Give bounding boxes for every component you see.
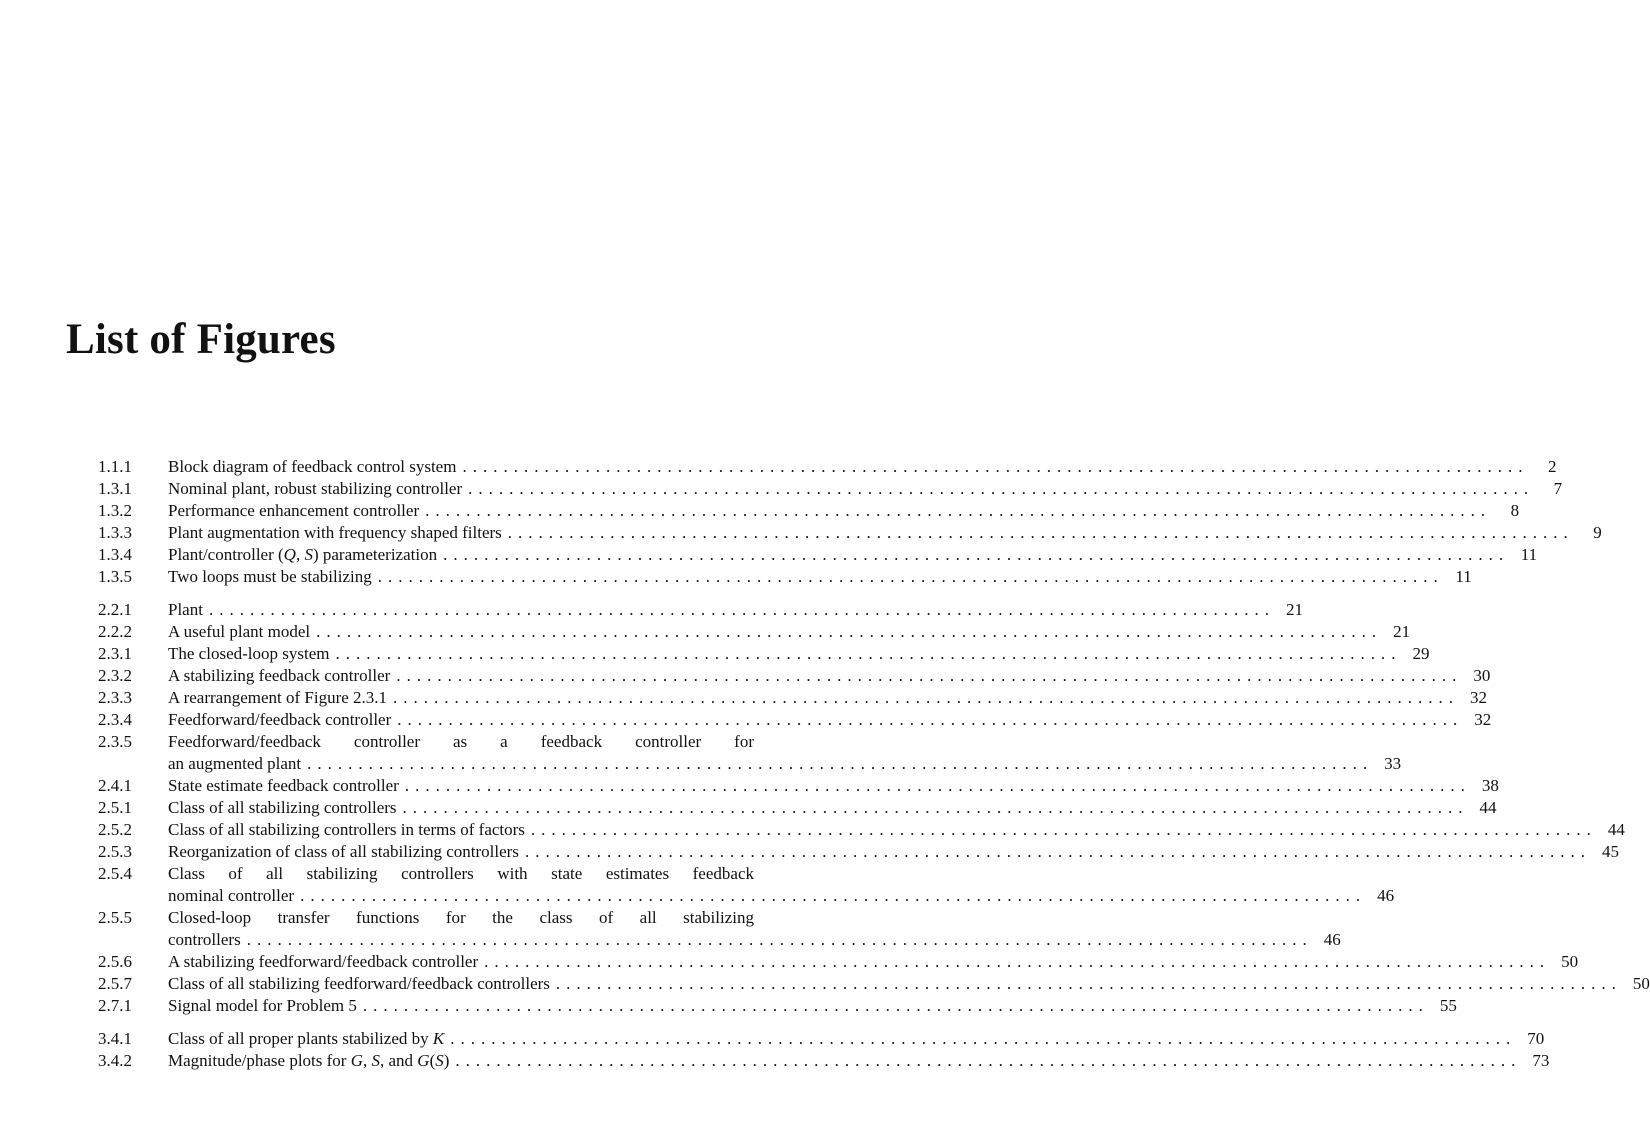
- figure-entry[interactable]: [98, 621, 1411, 643]
- figure-number: 1.3.2: [98, 501, 132, 520]
- figure-caption: A stabilizing feedforward/feedback controller: [168, 952, 479, 971]
- page-number: 11: [1520, 545, 1538, 564]
- page-number: 73: [1532, 1051, 1550, 1070]
- figure-caption-line-2: controllers: [168, 930, 241, 949]
- figure-caption: [168, 1028, 444, 1050]
- figure-entry[interactable]: [98, 863, 1395, 907]
- page-number: 29: [1412, 644, 1430, 663]
- page-number: 38: [1481, 776, 1499, 795]
- figure-entry[interactable]: [98, 478, 1563, 500]
- figure-number: 2.5.4: [98, 864, 132, 883]
- figure-number: 1.3.5: [98, 567, 132, 586]
- figure-entry[interactable]: [98, 500, 1520, 522]
- figure-caption-line-1: Closed-loop transfer functions for the class of all stabilizing: [168, 908, 754, 927]
- figure-number: 2.3.4: [98, 710, 132, 729]
- figure-number: 2.3.5: [98, 732, 132, 751]
- figure-entry[interactable]: [98, 775, 1499, 797]
- math-symbol: G: [350, 1051, 363, 1070]
- figure-entry[interactable]: [98, 665, 1491, 687]
- figure-number: 2.2.1: [98, 600, 132, 619]
- figure-caption: Reorganization of class of all stabilizing controllers: [168, 842, 519, 861]
- page-number: 11: [1455, 567, 1472, 586]
- math-symbol: Q: [283, 545, 296, 564]
- figure-caption: Class of all stabilizing controllers: [168, 798, 397, 817]
- figure-entry[interactable]: [98, 687, 1488, 709]
- caption-text: ): [443, 1051, 450, 1070]
- figure-caption: Class of all stabilizing feedforward/feedback controllers: [168, 974, 550, 993]
- caption-text: , and: [380, 1051, 418, 1070]
- dot-leader: ........................................................................................................: [402, 798, 1469, 817]
- figure-caption: The closed-loop system: [168, 644, 330, 663]
- page-number: 32: [1470, 688, 1488, 707]
- caption-text: Plant/controller (: [168, 545, 284, 564]
- page-number: 9: [1593, 523, 1602, 542]
- math-symbol: K: [432, 1029, 445, 1048]
- figure-caption: Two loops must be stabilizing: [168, 567, 372, 586]
- figure-caption: Class of all stabilizing controllers in terms of factors: [168, 820, 525, 839]
- dot-leader: ........................................................................................................: [246, 930, 1313, 949]
- dot-leader: ........................................................................................................: [530, 820, 1597, 839]
- page-number: 7: [1553, 479, 1563, 498]
- figure-number: 1.3.3: [98, 523, 132, 542]
- page-title: List of Figures: [66, 316, 336, 363]
- dot-leader: ........................................................................................................: [208, 600, 1275, 619]
- dot-leader: ........................................................................................................: [425, 501, 1492, 520]
- page-number: 70: [1527, 1029, 1545, 1048]
- figure-caption: Nominal plant, robust stabilizing controller: [168, 479, 463, 498]
- figure-entry[interactable]: [98, 907, 1341, 951]
- figure-number: 1.3.4: [98, 545, 132, 564]
- figure-number: 2.7.1: [98, 996, 132, 1015]
- figure-entry[interactable]: [98, 797, 1497, 819]
- figure-caption: Plant augmentation with frequency shaped filters: [168, 523, 502, 542]
- figure-number: 2.5.5: [98, 908, 132, 927]
- figure-entry[interactable]: [98, 522, 1602, 544]
- figure-caption-line-2: an augmented plant: [168, 754, 302, 773]
- dot-leader: ........................................................................................................: [484, 952, 1551, 971]
- figure-number: 1.1.1: [98, 457, 132, 476]
- dot-leader: ........................................................................................................: [316, 622, 1383, 641]
- caption-text: ) parameterization: [312, 545, 438, 564]
- figure-caption: State estimate feedback controller: [168, 776, 399, 795]
- figure-caption: Block diagram of feedback control system: [168, 457, 457, 476]
- figure-entry[interactable]: [98, 731, 1402, 775]
- figure-number: 2.5.3: [98, 842, 132, 861]
- figure-number: 3.4.2: [98, 1051, 132, 1070]
- figure-caption: Feedforward/feedback controller: [168, 710, 392, 729]
- math-symbol: S: [304, 545, 313, 564]
- figure-list: [98, 456, 1650, 1083]
- dot-leader: ........................................................................................................: [450, 1029, 1517, 1048]
- dot-leader: ........................................................................................................: [335, 644, 1402, 663]
- page-number: 2: [1547, 457, 1557, 476]
- page-number: 46: [1377, 886, 1395, 905]
- caption-text: Class of all proper plants stabilized by: [168, 1029, 433, 1048]
- figure-number: 2.3.1: [98, 644, 132, 663]
- dot-leader: ........................................................................................................: [393, 688, 1460, 707]
- dot-leader: ........................................................................................................: [307, 754, 1374, 773]
- figure-number: 3.4.1: [98, 1029, 132, 1048]
- math-symbol: S: [435, 1051, 444, 1070]
- dot-leader: ........................................................................................................: [300, 886, 1367, 905]
- figure-entry[interactable]: [98, 643, 1430, 665]
- math-symbol: G: [417, 1051, 430, 1070]
- chapter-1-figures: [98, 456, 1602, 588]
- figure-entry[interactable]: [98, 544, 1538, 566]
- figure-entry[interactable]: [98, 1050, 1550, 1072]
- page-number: 8: [1510, 501, 1520, 520]
- dot-leader: ........................................................................................................: [462, 457, 1529, 476]
- figure-entry[interactable]: [98, 951, 1579, 973]
- figure-caption-line-1: Class of all stabilizing controllers with state estimates feedback: [168, 864, 754, 883]
- dot-leader: ........................................................................................................: [555, 974, 1622, 993]
- figure-entry[interactable]: [98, 456, 1557, 478]
- figure-number: 2.5.7: [98, 974, 132, 993]
- figure-caption: [168, 544, 437, 566]
- dot-leader: ........................................................................................................: [396, 666, 1463, 685]
- figure-caption: A stabilizing feedback controller: [168, 666, 391, 685]
- page-number: 55: [1439, 996, 1457, 1015]
- page-number: 44: [1607, 820, 1625, 839]
- figure-number: 2.4.1: [98, 776, 132, 795]
- page-number: 50: [1561, 952, 1579, 971]
- dot-leader: ........................................................................................................: [362, 996, 1429, 1015]
- caption-text: ,: [295, 545, 305, 564]
- figure-number: 1.3.1: [98, 479, 132, 498]
- figure-number: 2.2.2: [98, 622, 132, 641]
- figure-entry[interactable]: [98, 709, 1492, 731]
- page-number: 21: [1285, 600, 1303, 619]
- page-number: 33: [1384, 754, 1402, 773]
- page-number: 44: [1479, 798, 1497, 817]
- caption-text: (: [429, 1051, 436, 1070]
- figure-caption: [168, 1050, 449, 1072]
- figure-entry[interactable]: [98, 599, 1303, 621]
- page-number: 30: [1473, 666, 1491, 685]
- figure-number: 2.5.1: [98, 798, 132, 817]
- dot-leader: ........................................................................................................: [404, 776, 1471, 795]
- figure-entry[interactable]: [98, 819, 1625, 841]
- page-number: 50: [1632, 974, 1650, 993]
- figure-caption: A rearrangement of Figure 2.3.1: [168, 688, 388, 707]
- dot-leader: ........................................................................................................: [455, 1051, 1522, 1070]
- figure-caption: Signal model for Problem 5: [168, 996, 357, 1015]
- page-number: 21: [1393, 622, 1411, 641]
- figure-number: 2.3.3: [98, 688, 132, 707]
- chapter-3-figures: [98, 1028, 1550, 1072]
- figure-caption: Plant: [168, 600, 203, 619]
- figure-entry[interactable]: [98, 995, 1457, 1017]
- dot-leader: ........................................................................................................: [524, 842, 1591, 861]
- caption-text: Magnitude/phase plots for: [168, 1051, 351, 1070]
- page-number: 45: [1601, 842, 1619, 861]
- figure-caption-line-1: Feedforward/feedback controller as a feedback controller for: [168, 732, 754, 751]
- figure-caption: A useful plant model: [168, 622, 311, 641]
- dot-leader: ........................................................................................................: [377, 567, 1444, 586]
- dot-leader: ........................................................................................................: [468, 479, 1535, 498]
- math-symbol: S: [371, 1051, 380, 1070]
- figure-entry[interactable]: [98, 1028, 1545, 1050]
- figure-entry[interactable]: [98, 973, 1650, 995]
- dot-leader: ........................................................................................................: [397, 710, 1464, 729]
- page-number: 46: [1323, 930, 1341, 949]
- figure-number: 2.3.2: [98, 666, 132, 685]
- dot-leader: ........................................................................................................: [443, 545, 1510, 564]
- figure-entry[interactable]: [98, 566, 1472, 588]
- page-number: 32: [1474, 710, 1492, 729]
- figure-number: 2.5.2: [98, 820, 132, 839]
- figure-caption-line-2: nominal controller: [168, 886, 295, 905]
- figure-entry[interactable]: [98, 841, 1619, 863]
- dot-leader: ........................................................................................................: [507, 523, 1574, 542]
- chapter-2-figures: [98, 599, 1650, 1017]
- figure-number: 2.5.6: [98, 952, 132, 971]
- figure-caption: Performance enhancement controller: [168, 501, 420, 520]
- caption-text: ,: [363, 1051, 372, 1070]
